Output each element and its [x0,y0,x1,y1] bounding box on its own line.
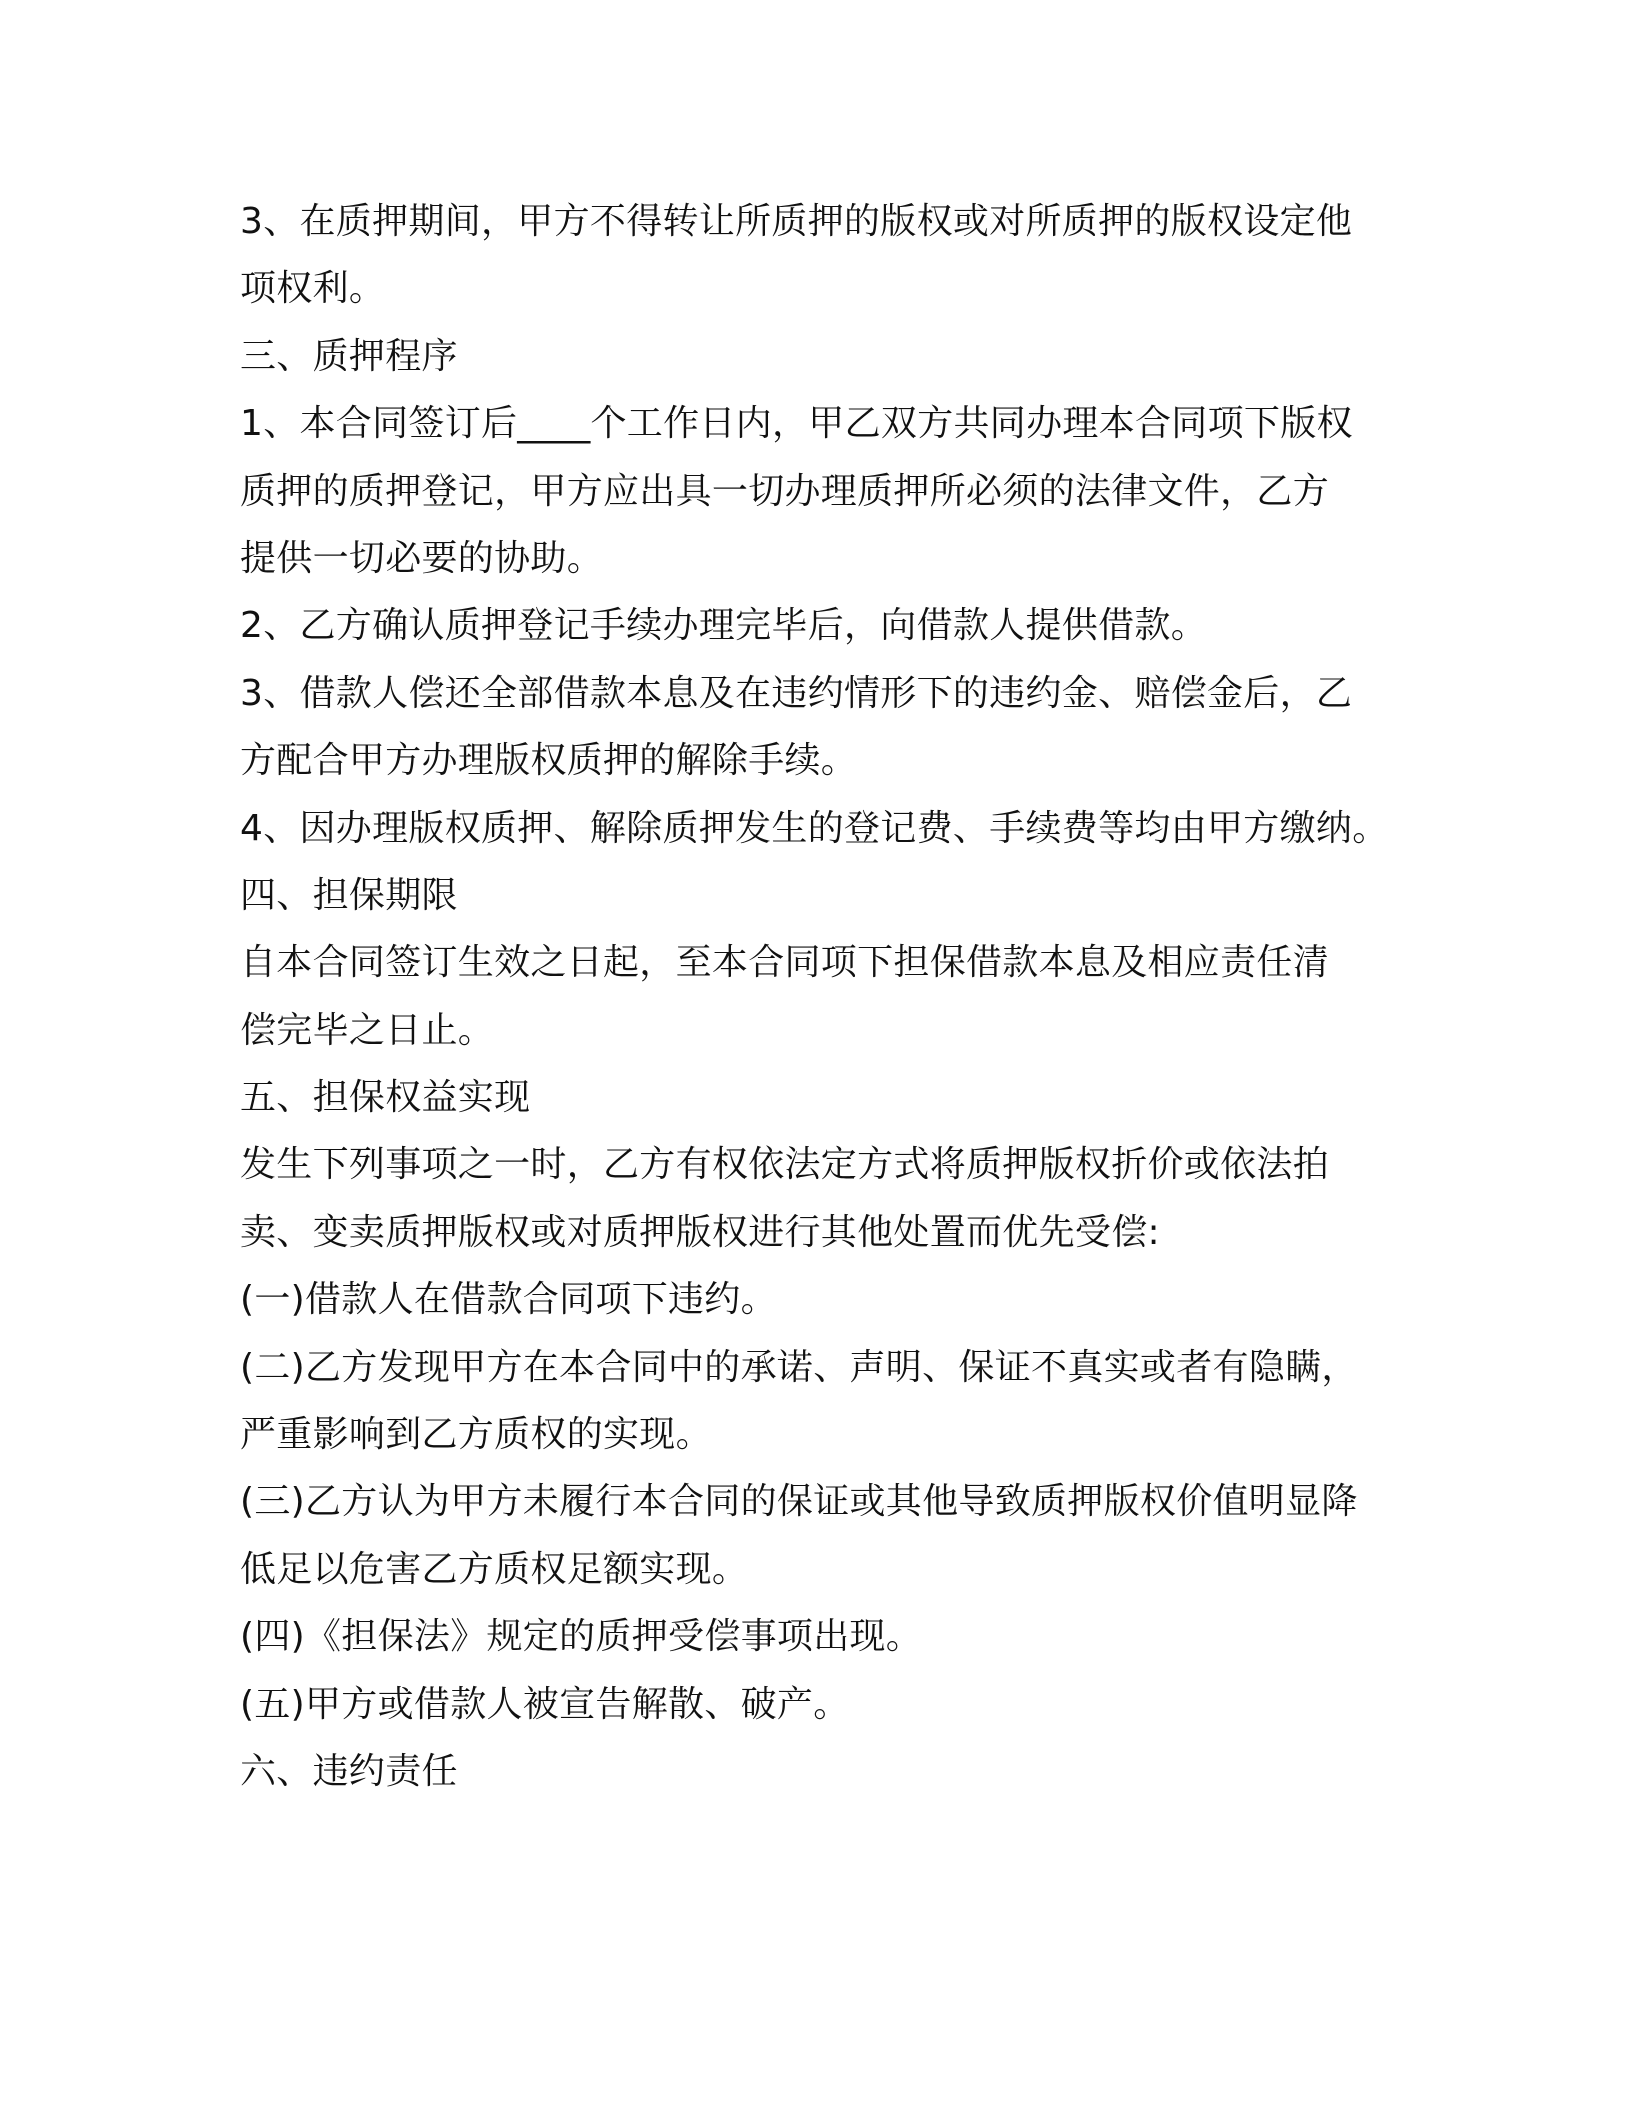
paragraph-line: 项权利。 [240,268,386,310]
document-body [240,188,1420,1805]
list-item: (四)《担保法》规定的质押受偿事项出现。 [240,1616,923,1658]
paragraph-line: 质押的质押登记，甲方应出具一切办理质押所必须的法律文件，乙方 [240,470,1330,512]
paragraph-line: 3、借款人偿还全部借款本息及在违约情形下的违约金、赔偿金后，乙 [240,672,1353,714]
paragraph-line: 3、在质押期间，甲方不得转让所质押的版权或对所质押的版权设定他 [240,201,1353,242]
paragraph-line: 1、本合同签订后____个工作日内，甲乙双方共同办理本合同项下版权 [240,403,1353,445]
list-item: (三)乙方认为甲方未履行本合同的保证或其他导致质押版权价值明显降 [240,1481,1358,1523]
paragraph-line: 低足以危害乙方质权足额实现。 [240,1548,749,1590]
list-item: (一)借款人在借款合同项下违约。 [240,1279,777,1321]
paragraph-line: 4、因办理版权质押、解除质押发生的登记费、手续费等均由甲方缴纳。 [240,807,1389,849]
paragraph-line: 严重影响到乙方质权的实现。 [240,1414,712,1456]
paragraph-line: 发生下列事项之一时，乙方有权依法定方式将质押版权折价或依法拍 [240,1144,1330,1186]
paragraph-line: 方配合甲方办理版权质押的解除手续。 [240,740,858,782]
paragraph-line: 提供一切必要的协助。 [240,537,604,579]
paragraph-line: 自本合同签订生效之日起，至本合同项下担保借款本息及相应责任清 [240,942,1330,984]
section-heading: 六、违约责任 [240,1750,458,1792]
paragraph-line: 偿完毕之日止。 [240,1009,495,1051]
section-heading: 五、担保权益实现 [240,1077,531,1119]
paragraph-line: 卖、变卖质押版权或对质押版权进行其他处置而优先受偿: [240,1211,1160,1253]
section-heading: 四、担保期限 [240,874,458,916]
paragraph-line: 2、乙方确认质押登记手续办理完毕后，向借款人提供借款。 [240,605,1208,647]
list-item: (二)乙方发现甲方在本合同中的承诺、声明、保证不真实或者有隐瞒， [240,1346,1358,1388]
section-heading: 三、质押程序 [240,335,458,377]
list-item: (五)甲方或借款人被宣告解散、破产。 [240,1683,850,1725]
